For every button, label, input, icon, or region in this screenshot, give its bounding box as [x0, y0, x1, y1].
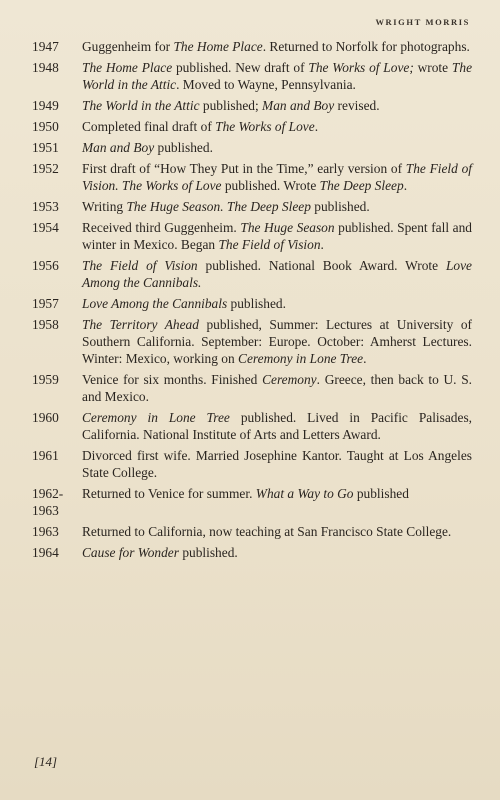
entry-text	[82, 219, 472, 253]
entry-text-span: Returned to California, now teaching at San Francisco State College.	[82, 524, 452, 539]
entry-title-italic: The World in the Attic	[82, 60, 473, 92]
entry-text	[82, 316, 472, 367]
entry-year: 1949	[32, 98, 59, 113]
entry-text-span: Completed final draft of	[82, 119, 216, 134]
entry-text-span: . Returned to Norfolk for photographs.	[262, 39, 470, 54]
entry-text-span: published, Summer: Lectures at University of Southern California. September: Europe. October: Amherst Lectures. Winter: Mexico, working on	[82, 317, 472, 366]
entry-year: 1958	[32, 317, 59, 332]
entry-title-italic: Love Among the Cannibals	[82, 296, 228, 311]
chronology-entry	[32, 160, 472, 194]
entry-text	[82, 118, 472, 135]
entry-text-span: published. National Book Award. Wrote	[197, 258, 446, 273]
entry-text	[82, 295, 472, 312]
chronology-entry	[32, 316, 472, 367]
entry-text	[82, 544, 472, 561]
chronology-entry	[32, 295, 472, 312]
entry-year: 1953	[32, 199, 59, 214]
entry-text	[82, 139, 472, 156]
entry-text-span: wrote	[413, 60, 452, 75]
chronology-entry	[32, 371, 472, 405]
chronology-entry	[32, 485, 472, 519]
entry-year: 1964	[32, 545, 59, 560]
chronology-entry	[32, 544, 472, 561]
chronology-entry	[32, 97, 472, 114]
entry-text-span: published.	[178, 545, 238, 560]
entry-text	[82, 485, 472, 502]
entry-year: 1951	[32, 140, 59, 155]
entry-title-italic: The Works of Love;	[308, 60, 414, 75]
chronology-entry	[32, 523, 472, 540]
entry-text-span: published. Wrote	[221, 178, 320, 193]
entry-year: 1956	[32, 258, 59, 273]
entry-year: 1947	[32, 39, 59, 54]
entry-title-italic: The Huge Season. The Deep Sleep	[126, 199, 311, 214]
entry-text	[82, 447, 472, 481]
chronology-entry	[32, 257, 472, 291]
chronology-entry	[32, 409, 472, 443]
entry-year: 1954	[32, 220, 59, 235]
entry-text-span: First draft of “How They Put in the Time,” early version of	[82, 161, 406, 176]
entry-text-span: published	[353, 486, 409, 501]
entry-text	[82, 523, 472, 540]
chronology-entry	[32, 118, 472, 135]
entry-text-span: . Moved to Wayne, Pennsylvania.	[176, 77, 356, 92]
entry-text-span: published. Lived in Pacific Palisades, California. National Institute of Arts and Letters Award.	[82, 410, 473, 442]
entry-year: 1957	[32, 296, 59, 311]
entry-text	[82, 97, 472, 114]
entry-title-italic: The Field of Vision	[82, 258, 198, 273]
entry-text-span: Divorced first wife. Married Josephine Kantor. Taught at Los Angeles State College.	[82, 448, 472, 480]
entry-title-italic: Cause for Wonder	[82, 545, 179, 560]
entry-text	[82, 160, 472, 194]
entry-text-span: Writing	[82, 199, 127, 214]
entry-text-span: Venice for six months. Finished	[82, 372, 263, 387]
entry-text-span: Guggenheim for	[82, 39, 174, 54]
entry-text-span: .	[403, 178, 408, 193]
entry-title-italic: Man and Boy	[262, 98, 335, 113]
entry-text	[82, 257, 472, 291]
entry-title-italic: The Huge Season	[240, 220, 335, 235]
entry-text-span: .	[314, 119, 319, 134]
entry-title-italic: The Deep Sleep	[319, 178, 404, 193]
chronology-list	[32, 38, 472, 565]
entry-title-italic: The World in the Attic	[82, 98, 200, 113]
entry-text-span: published.	[227, 296, 286, 311]
entry-year: 1950	[32, 119, 59, 134]
running-head: WRIGHT MORRIS	[375, 17, 470, 27]
chronology-entry	[32, 219, 472, 253]
entry-text	[82, 38, 472, 55]
entry-year: 1962- 1963	[32, 486, 64, 518]
chronology-entry	[32, 59, 472, 93]
entry-title-italic: The Home Place	[82, 60, 173, 75]
entry-year: 1959	[32, 372, 59, 387]
entry-text-span: published.	[154, 140, 213, 155]
entry-title-italic: Love Among the Cannibals.	[82, 258, 472, 290]
entry-title-italic: Ceremony in Lone Tree	[82, 410, 230, 425]
entry-text	[82, 59, 472, 93]
entry-year: 1961	[32, 448, 59, 463]
entry-text-span: revised.	[334, 98, 380, 113]
entry-title-italic: What a Way to Go	[255, 486, 354, 501]
entry-year: 1952	[32, 161, 59, 176]
entry-title-italic: The Field of Vision. The Works of Love	[82, 161, 472, 193]
entry-title-italic: The Home Place	[173, 39, 263, 54]
entry-year: 1960	[32, 410, 59, 425]
chronology-entry	[32, 198, 472, 215]
entry-text	[82, 371, 472, 405]
chronology-entry	[32, 447, 472, 481]
entry-text-span: published. New draft of	[172, 60, 309, 75]
entry-text-span: Received third Guggenheim.	[82, 220, 241, 235]
entry-year: 1948	[32, 60, 59, 75]
entry-text	[82, 409, 472, 443]
entry-title-italic: The Territory Ahead	[82, 317, 199, 332]
entry-text	[82, 198, 472, 215]
entry-text-span: published.	[310, 199, 370, 214]
entry-title-italic: The Works of Love	[215, 119, 315, 134]
entry-title-italic: Ceremony in Lone Tree	[238, 351, 364, 366]
entry-title-italic: The Field of Vision	[218, 237, 321, 252]
entry-year: 1963	[32, 524, 59, 539]
entry-title-italic: Man and Boy	[82, 140, 155, 155]
entry-title-italic: Ceremony	[262, 372, 317, 387]
entry-text-span: Returned to Venice for summer.	[82, 486, 256, 501]
entry-text-span: . Greece, then back to U. S. and Mexico.	[82, 372, 472, 404]
entry-text-span: .	[363, 351, 367, 366]
page-number: [14]	[34, 754, 58, 769]
entry-text-span: .	[320, 237, 324, 252]
chronology-entry	[32, 38, 472, 55]
entry-text-span: published;	[199, 98, 263, 113]
chronology-entry	[32, 139, 472, 156]
entry-text-span: published. Spent fall and winter in Mexico. Began	[82, 220, 472, 252]
